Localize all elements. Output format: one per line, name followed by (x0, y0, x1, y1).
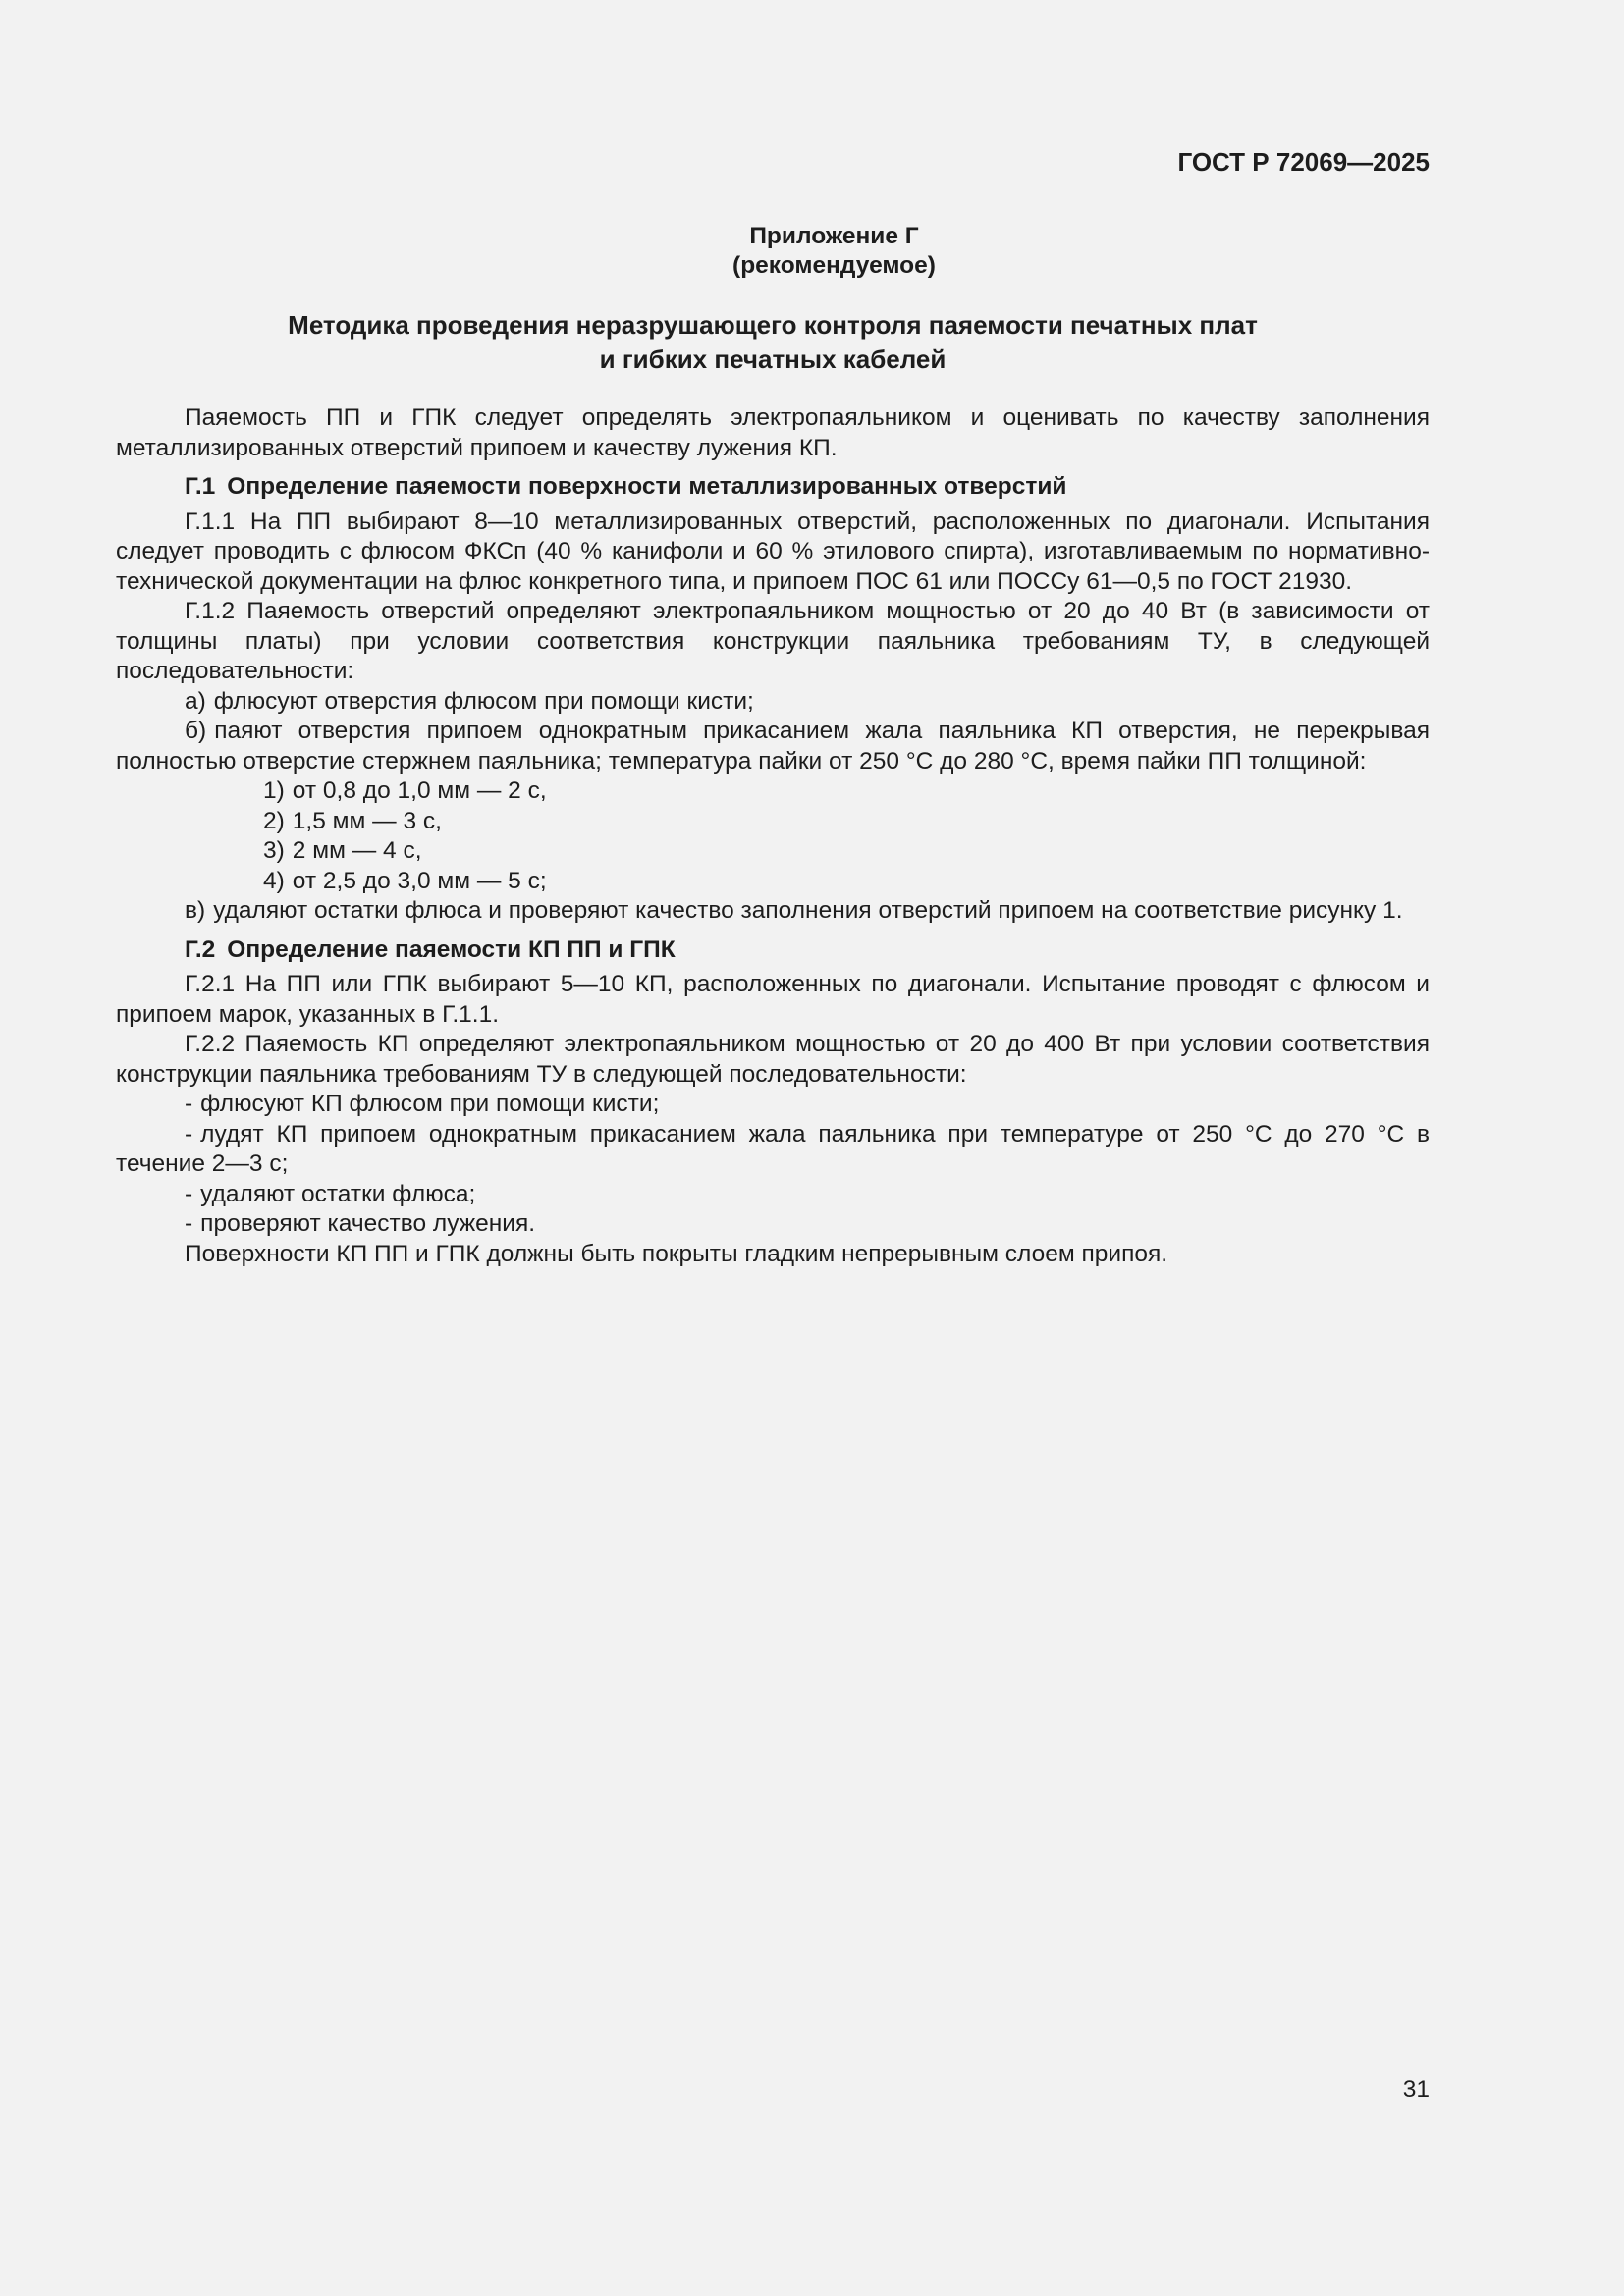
section-heading-g1 (185, 472, 1430, 503)
section-title: Определение паяемости КП ПП и ГПК (227, 935, 676, 963)
list-item-c (116, 896, 1430, 927)
list-item-a (116, 687, 1430, 718)
dash-item (116, 1209, 1430, 1240)
sub-list-item (263, 867, 1430, 897)
sub-list-marker: 4) (263, 867, 285, 894)
section-heading-g2 (185, 935, 1430, 966)
sub-list-text: 2 мм — 4 с, (292, 837, 422, 864)
sub-list-marker: 2) (263, 807, 285, 834)
title-line-1: Методика проведения неразрушающего контроля паяемости печатных плат (288, 310, 1258, 340)
dash-marker: - (185, 1120, 193, 1148)
sub-list-marker: 3) (263, 837, 285, 864)
paragraph-g2-1: Г.2.1 На ПП или ГПК выбирают 5—10 КП, расположенных по диагонали. Испытание проводят с флюсом и припоем марок, указанных в Г.1.1. (116, 971, 1430, 1028)
dash-marker: - (185, 1091, 193, 1117)
dash-item (116, 1180, 1430, 1210)
appendix-label: Приложение Г (749, 223, 919, 249)
appendix-heading (239, 222, 1430, 281)
list-marker: б) (185, 718, 207, 744)
sub-list-item (263, 807, 1430, 837)
list-item-text: флюсуют отверстия флюсом при помощи кисти; (213, 687, 754, 715)
dash-item-text: лудят КП припоем однократным прикасанием жала паяльника при температуре от 250 °С до 270 °С в течение 2—3 с; (116, 1120, 1430, 1177)
dash-item-text: проверяют качество лужения. (200, 1210, 536, 1237)
title-line-2: и гибких печатных кабелей (599, 345, 947, 374)
paragraph-g1-1: Г.1.1 На ПП выбирают 8—10 металлизированных отверстий, расположенных по диагонали. Испытания следует проводить с флюсом ФКСп (40 % канифоли и 60 % этилового спирта), изготавливаемым по нормативно-технической документации на флюс конкретного типа, и припоем ПОС 61 или ПОССу 61—0,5 по ГОСТ 21930. (116, 507, 1430, 595)
section-title: Определение паяемости поверхности металлизированных отверстий (227, 473, 1067, 500)
list-item-text: удаляют остатки флюса и проверяют качество заполнения отверстий припоем на соответствие рисунку 1. (213, 897, 1403, 924)
sub-list-text: от 0,8 до 1,0 мм — 2 с, (292, 777, 547, 804)
list-item-text: паяют отверстия припоем однократным прикасанием жала паяльника КП отверстия, не перекрывая полностью отверстие стержнем паяльника; температура пайки от 250 °С до 280 °С, время пайки ПП толщиной: (116, 718, 1430, 774)
list-marker: а) (185, 687, 206, 715)
appendix-status: (рекомендуемое) (732, 252, 936, 279)
paragraph-g2-2: Г.2.2 Паяемость КП определяют электропаяльником мощностью от 20 до 400 Вт при условии соответствия конструкции паяльника требованиям ТУ в следующей последовательности: (116, 1031, 1430, 1088)
page-content (116, 222, 1430, 1269)
document-code: ГОСТ Р 72069—2025 (1177, 147, 1430, 177)
sub-list-item (263, 836, 1430, 867)
page-number: 31 (1402, 2076, 1430, 2103)
paragraph-g1-2: Г.1.2 Паяемость отверстий определяют электропаяльником мощностью от 20 до 40 Вт (в зависимости от толщины платы) при условии соответствия конструкции паяльника требованиям ТУ, в следующей последовательности: (116, 598, 1430, 684)
sub-list-item (263, 776, 1430, 807)
list-item-b (116, 717, 1430, 776)
final-paragraph: Поверхности КП ПП и ГПК должны быть покрыты гладким непрерывным слоем припоя. (185, 1240, 1168, 1267)
dash-item-text: флюсуют КП флюсом при помощи кисти; (200, 1091, 660, 1117)
sub-list-text: 1,5 мм — 3 с, (292, 807, 442, 834)
section-number: Г.1 (185, 473, 216, 500)
intro-paragraph: Паяемость ПП и ГПК следует определять электропаяльником и оценивать по качеству заполнения металлизированных отверстий припоем и качеству лужения КП. (116, 404, 1430, 461)
dash-item (116, 1120, 1430, 1180)
sub-list-marker: 1) (263, 777, 285, 804)
dash-item-text: удаляют остатки флюса; (200, 1180, 476, 1207)
sub-list-text: от 2,5 до 3,0 мм — 5 с; (292, 867, 547, 894)
dash-item (116, 1090, 1430, 1120)
section-number: Г.2 (185, 935, 216, 963)
dash-marker: - (185, 1210, 193, 1237)
dash-marker: - (185, 1180, 193, 1207)
document-title (116, 308, 1430, 377)
list-marker: в) (185, 897, 206, 924)
